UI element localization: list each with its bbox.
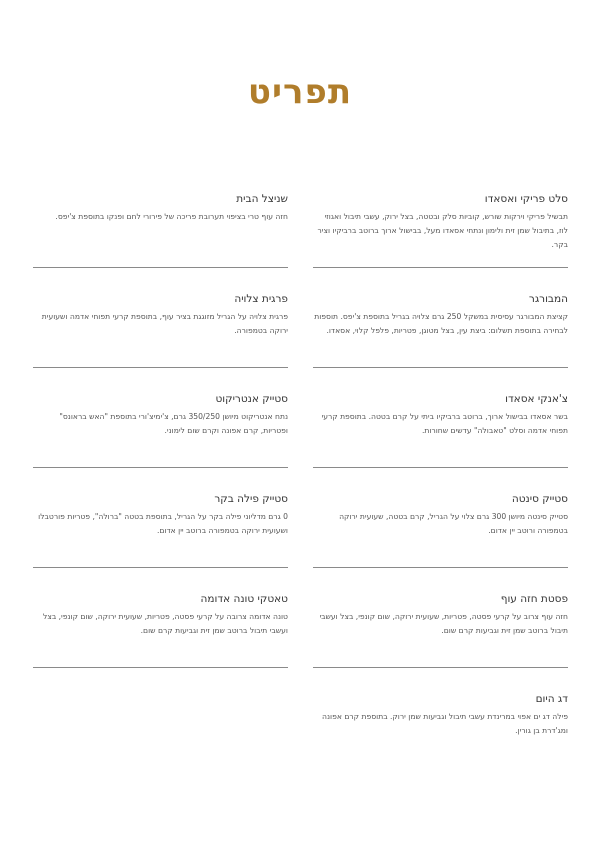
menu-item-description: סטייק סינטה מיושן 300 גרם צלוי על הגריל, קרם בטטה, שעועית ירוקה בטמפורה ורוטב יין אדום. — [339, 512, 568, 535]
item-divider — [313, 267, 568, 268]
menu-item-description: 0 גרם מדליוני פילה בקר על הגריל, בתוספת בטטה "ברולה", פטריות פורטבלו ושעועית ירוקה בטמפורה ברוטב יין אדום. — [38, 512, 288, 535]
menu-item-description: פילה דג ים אפוי במרינדת עשבי תיבול וגביעות שמן ירוק. בתוספת קרם אפונה ומג'דרת בן גורין. — [322, 712, 568, 735]
menu-item — [313, 492, 568, 582]
menu-item-name: פרגית צלויה — [234, 293, 288, 305]
menu-item-description: חזה עוף צרוב על קרעי פסטה, פטריות, שעועית ירוקה, שום קונפי, בצל ועשבי תיבול ברוטב שמן זית וגביעות קרם שום. — [319, 612, 568, 635]
menu-item-description: טונה אדומה צרובה על קרעי פסטה, פטריות, שעועית ירוקה, שום קונפי, בצל ועשבי תיבול ברוטב שמן זית וגביעות קרם שום. — [43, 612, 288, 635]
menu-item — [313, 292, 568, 382]
page-title: תפריט — [247, 72, 353, 112]
menu-item-description: פרגית צלויה על הגריל מזוגגת בציר עוף, בתוספת קרעי תפוחי אדמה ושעועית ירוקה בטמפורה. — [41, 312, 288, 335]
menu-item — [313, 392, 568, 482]
menu-item-description: תבשיל פריקי וירקות שורש, קוביות סלק ובטטה, בצל ירוק, עשבי תיבול ואגוזי לוז, בתיבול שמן זית ולימון ונתחי אסאדו מעל, בבישול ארוך ברוטב ברביקיו וציר בקר. — [317, 212, 568, 249]
item-divider — [313, 467, 568, 468]
menu-item — [33, 592, 288, 682]
menu-item — [33, 392, 288, 482]
menu-item-name: סטייק פילה בקר — [214, 493, 288, 505]
item-divider — [313, 667, 568, 668]
menu-column-left — [33, 182, 288, 682]
menu-item — [313, 692, 568, 782]
item-divider — [33, 567, 288, 568]
menu-item — [33, 492, 288, 582]
menu-item-name: שניצל הבית — [236, 193, 288, 205]
item-divider — [33, 467, 288, 468]
menu-item-name: צ'אנקי אסאדו — [505, 393, 568, 405]
item-divider — [313, 367, 568, 368]
menu-item-description: חזה עוף טרי בציפוי תערובת פריכה של פירורי לחם ופנקו בתוספת צ'יפס. — [55, 212, 288, 221]
menu-item-description: בשר אסאדו בבישול ארוך, ברוטב ברביקיו ביתי על קרם בטטה. בתוספת קרעי תפוחי אדמה וסלט "טאבולה" עדשים שחורות. — [321, 412, 568, 435]
menu-item — [33, 192, 288, 282]
menu-column-right — [313, 182, 568, 782]
menu-item-name: סטייק סינטה — [511, 493, 568, 505]
menu-item — [313, 592, 568, 682]
item-divider — [33, 367, 288, 368]
menu-item-name: דג היום — [535, 693, 568, 705]
item-divider — [313, 567, 568, 568]
menu-item-name: טאטקי טונה אדומה — [200, 593, 288, 605]
menu-item-name: סלט פריקי ואסאדו — [484, 193, 568, 205]
menu-item-name: פסטת חזה עוף — [500, 593, 568, 605]
menu-item-description: נתח אנטריקוט מיושן 350/250 גרם, צ'ימיצ'ורי בתוספת "האש בראונס" ופטריות, קרם אפונה וקרם שום לימוני. — [59, 412, 288, 435]
menu-item — [33, 292, 288, 382]
menu-item-name: המבורגר — [528, 293, 568, 305]
item-divider — [33, 267, 288, 268]
item-divider — [33, 667, 288, 668]
menu-item — [313, 192, 568, 282]
menu-item-name: סטייק אנטריקוט — [215, 393, 288, 405]
menu-item-description: קציצת המבורגר עסיסית במשקל 250 גרם צלויה בגריל בתוספת צ'יפס. תוספות לבחירה בתוספת תשלום: ביצת עין, בצל מטוגן, פטריות, פלפל קלוי, אסאדו. — [314, 312, 568, 335]
